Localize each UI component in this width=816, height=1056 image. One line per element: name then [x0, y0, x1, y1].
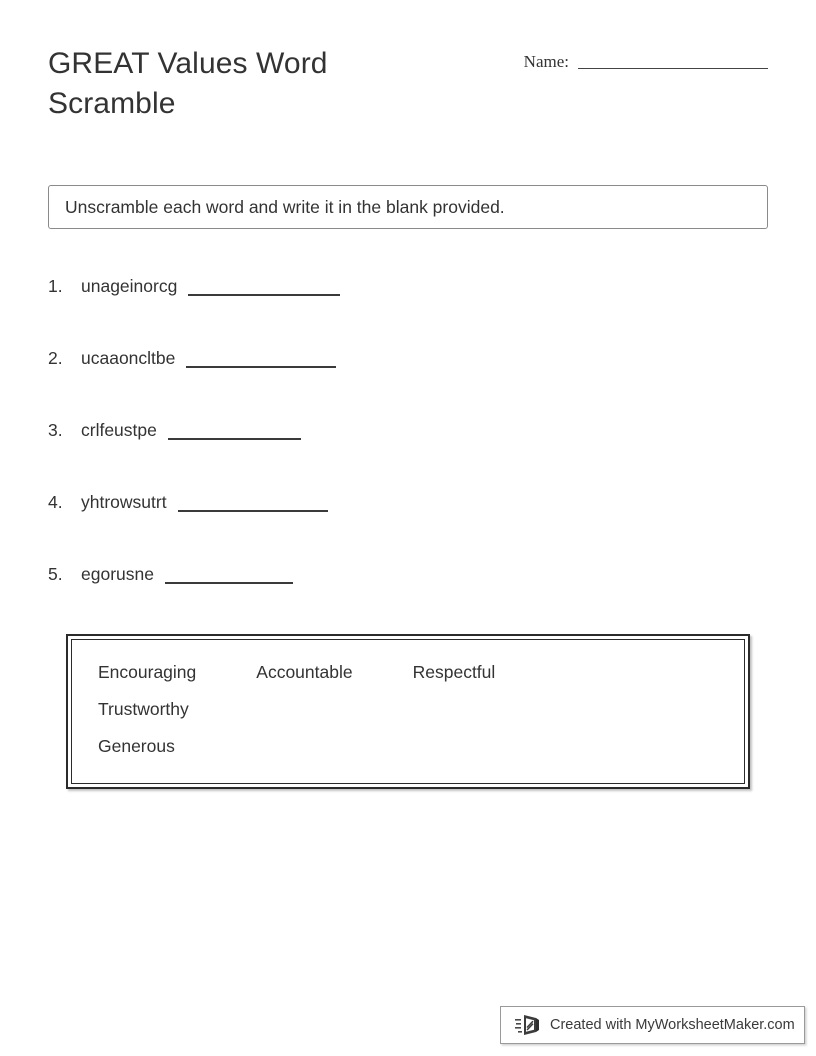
worksheet-header	[48, 44, 768, 144]
scrambled-word: unageinorcg	[81, 276, 178, 296]
problem-row	[48, 346, 768, 418]
problem-number: 4.	[48, 492, 63, 512]
word-bank-item: Trustworthy	[98, 699, 189, 719]
instructions-box	[48, 185, 768, 229]
problem-row	[48, 418, 768, 490]
word-bank-item: Encouraging	[98, 662, 197, 682]
scrambled-word: egorusne	[81, 564, 154, 584]
word-bank-inner-border	[71, 639, 745, 784]
word-bank-item: Respectful	[412, 662, 496, 682]
scrambled-word: yhtrowsutrt	[81, 492, 167, 512]
answer-blank-line[interactable]	[168, 438, 301, 440]
word-bank-list	[98, 654, 718, 765]
answer-blank-line[interactable]	[188, 294, 340, 296]
word-bank-item: Accountable	[256, 662, 353, 682]
problem-row	[48, 274, 768, 346]
name-label: Name:	[523, 52, 569, 71]
worksheet-maker-logo-icon	[515, 1013, 541, 1037]
problem-number: 5.	[48, 564, 63, 584]
answer-blank-line[interactable]	[165, 582, 293, 584]
problem-list	[48, 274, 768, 634]
problem-row	[48, 562, 768, 634]
answer-blank-line[interactable]	[186, 366, 336, 368]
page-title: GREAT Values Word Scramble	[48, 47, 328, 120]
answer-blank-line[interactable]	[178, 510, 328, 512]
problem-number: 3.	[48, 420, 63, 440]
scrambled-word: ucaaoncltbe	[81, 348, 176, 368]
footer-attribution-badge[interactable]	[500, 1006, 805, 1044]
instructions-text: Unscramble each word and write it in the blank provided.	[65, 197, 505, 217]
word-bank-item: Generous	[98, 736, 175, 756]
scrambled-word: crlfeustpe	[81, 420, 157, 440]
problem-number: 2.	[48, 348, 63, 368]
name-input-line[interactable]	[578, 68, 768, 69]
problem-row	[48, 490, 768, 562]
name-field-group	[524, 52, 768, 72]
problem-number: 1.	[48, 276, 63, 296]
footer-attribution-text: Created with MyWorksheetMaker.com	[550, 1017, 795, 1033]
word-bank-box	[66, 634, 750, 789]
